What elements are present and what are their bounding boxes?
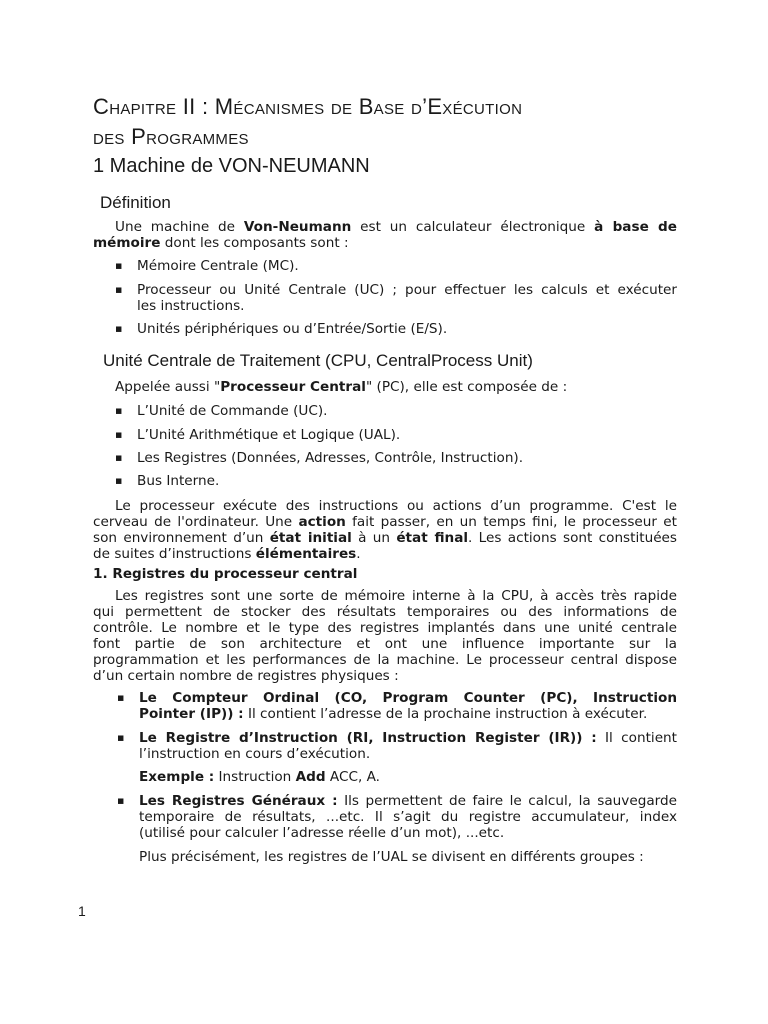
bullet-icon: ▪	[115, 451, 123, 464]
bullet-icon: ▪	[115, 322, 123, 335]
bullet-icon: ▪	[115, 404, 123, 417]
bullet-icon: ▪	[117, 794, 125, 807]
bullet-icon: ▪	[117, 691, 125, 704]
definition-paragraph: Une machine de Von-Neumann est un calculateur électronique à base de mémoire dont les composants sont :	[93, 219, 677, 251]
bullet-icon: ▪	[117, 731, 125, 744]
closing-line: Plus précisément, les registres de l’UAL se divisent en différents groupes :	[139, 849, 644, 865]
page-number: 1	[78, 903, 86, 919]
cpu-intro: Appelée aussi "Processeur Central" (PC), elle est composée de :	[115, 379, 568, 395]
section-heading-von-neumann: 1 Machine de VON-NEUMANN	[93, 155, 370, 177]
bullet-icon: ▪	[115, 283, 123, 296]
registers-paragraph: Les registres sont une sorte de mémoire interne à la CPU, à accès très rapide qui permettent de stocker des résultats temporaires ou des informations de contrôle. Le nombre et le type des registres implantés dans une unité centrale font partie de son architecture et ont une influence importante sur la programmation et les performances de la machine. Le processeur central dispose d’un certain nombre de registres physiques :	[93, 588, 677, 684]
bullet-icon: ▪	[115, 259, 123, 272]
chapter-title-line2: des Programmes	[93, 124, 249, 149]
definition-heading: Définition	[100, 193, 171, 212]
cpu-heading: Unité Centrale de Traitement (CPU, CentralProcess Unit)	[103, 351, 533, 370]
bullet-icon: ▪	[115, 474, 123, 487]
chapter-title-line1: Chapitre II : Mécanismes de Base d’Exécution	[93, 94, 523, 119]
document-page: Chapitre II : Mécanismes de Base d’Exécution des Programmes 1 Machine de VON-NEUMANN Définition Une machine de Von-Neumann est un calculateur électronique à base de mémoire dont les composants sont : ▪ Mémoire Centrale (MC). ▪ Processeur ou Unité Centrale (UC) ; pour effectuer les calculs et exécuter les instructions. ▪ Unités périphériques ou d’Entrée/Sortie (E/S). Unité Centrale de Traitement (CPU, CentralProcess Unit) Appelée aussi "Processeur Central" (PC), elle est composée de : ▪ L’Unité de Commande (UC). ▪ L’Unité Arithmétique et Logique (UAL). ▪ Les Registres (Données, Adresses, Contrôle, Instruction). ▪ Bus Interne. Le processeur exécute des instructions ou actions d’un programme. C'est le cerveau de l'ordinateur. Une action fait passer, en un temps fini, le processeur et son environnement d’un état initial à un état final. Les actions sont constituées de suites d’instructions élémentaires. 1. Registres du processeur central Les registres sont une sorte de mémoire interne à la CPU, à accès très rapide qui permettent de stocker des résultats temporaires ou des informations de contrôle. Le nombre et le type des registres implantés dans une unité centrale font partie de son architecture et ont une influence importante sur la programmation et les performances de la machine. Le processeur central dispose d’un certain nombre de registres physiques : ▪ Le Compteur Ordinal (CO, Program Counter (PC), Instruction Pointer (IP)) : Il contient l’adresse de la prochaine instruction à exécuter. ▪ Le Registre d’Instruction (RI, Instruction Register (IR)) : Il contient l’instruction en cours d’exécution. Exemple : Instruction Add ACC, A. ▪ Les Registres Généraux : Ils permettent de faire le calcul, la sauvegarde temporaire de résultats, ...etc. Il s’agit du registre accumulateur, index (utilisé pour calculer l’adresse réelle d’un mot), ...etc. Plus précisément, les registres de l’UAL se divisent en différents groupes : 1	[0, 0, 768, 1024]
example-line: Exemple : Instruction Add ACC, A.	[139, 769, 380, 785]
registers-heading: 1. Registres du processeur central	[93, 566, 358, 582]
cpu-paragraph: Le processeur exécute des instructions ou actions d’un programme. C'est le cerveau de l'ordinateur. Une action fait passer, en un temps fini, le processeur et son environnement d’un état initial à un état final. Les actions sont constituées de suites d’instructions élémentaires.	[93, 498, 678, 562]
bullet-icon: ▪	[115, 428, 123, 441]
chapter-title	[93, 92, 733, 152]
